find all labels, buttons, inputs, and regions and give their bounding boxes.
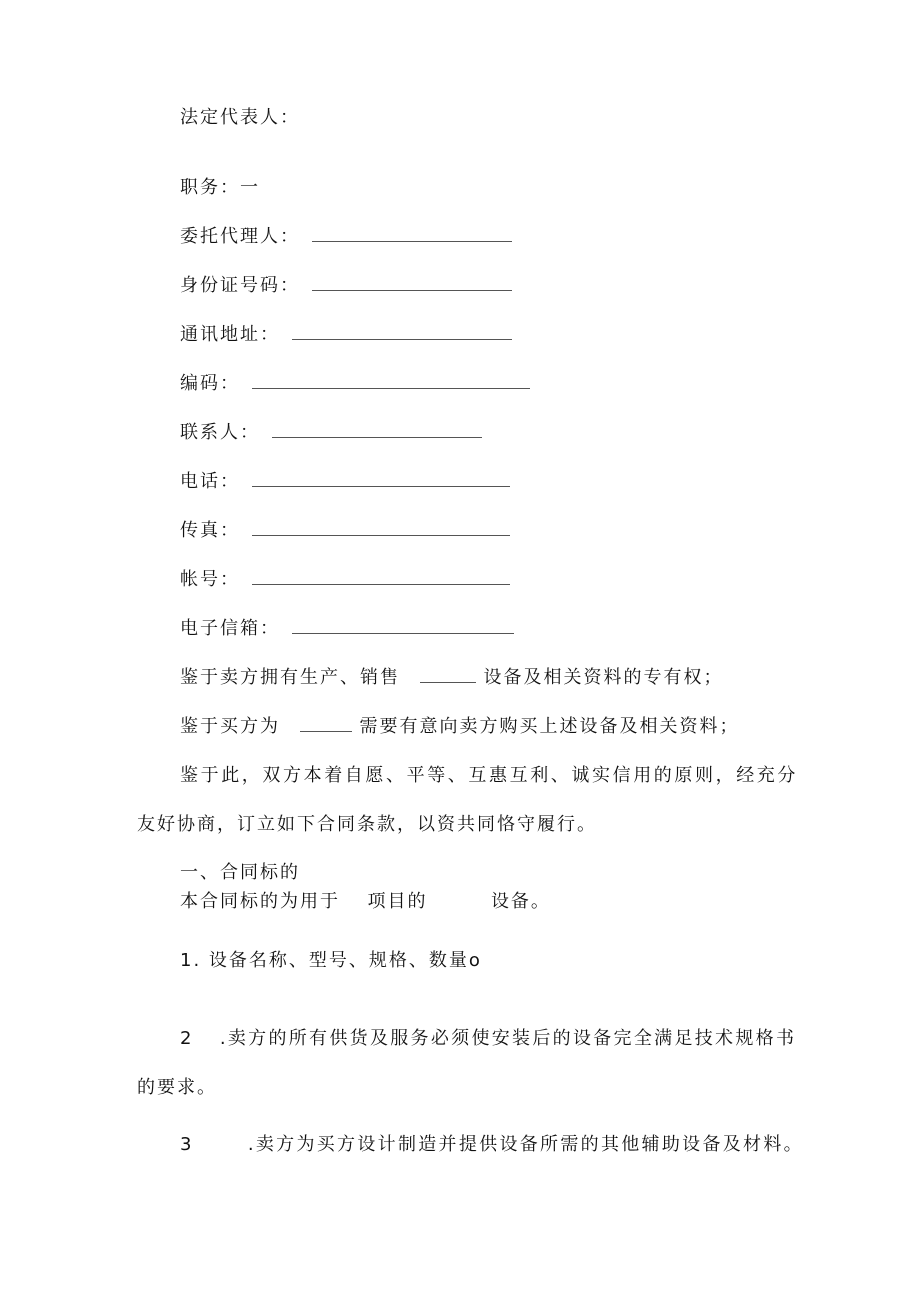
therefore-text-2: 友好协商，订立如下合同条款，以资共同恪守履行。 [137, 814, 597, 835]
subject-text-c: 设备。 [490, 891, 551, 912]
agent-blank[interactable] [312, 240, 512, 242]
email-line [180, 614, 514, 640]
item3-number: 3 [180, 1134, 194, 1155]
item2-cont-text: 的要求。 [137, 1077, 217, 1098]
fax-label: 传真： [180, 520, 240, 541]
account-label: 帐号： [180, 569, 240, 590]
address-blank[interactable] [292, 338, 512, 340]
whereas-seller-line [180, 663, 723, 689]
postcode-line [180, 369, 530, 395]
agent-label: 委托代理人： [180, 226, 300, 247]
whereas-seller-text-a: 鉴于卖方拥有生产、销售 [180, 667, 400, 688]
whereas-buyer-line [180, 712, 739, 738]
phone-label: 电话： [180, 471, 240, 492]
item3-text: .卖方为买方设计制造并提供设备所需的其他辅助设备及材料。 [247, 1134, 804, 1155]
whereas-seller-text-b: 设备及相关资料的专有权； [483, 667, 724, 688]
legal-rep-line [180, 103, 300, 129]
whereas-buyer-text-b: 需要有意向卖方购买上述设备及相关资料； [359, 716, 740, 737]
item3-line [180, 1130, 804, 1156]
fax-blank[interactable] [252, 534, 510, 536]
subject-text-b: 项目的 [367, 891, 428, 912]
postcode-blank[interactable] [252, 387, 530, 389]
item2-line [180, 1024, 796, 1050]
address-label: 通讯地址： [180, 324, 280, 345]
item2-text: .卖方的所有供货及服务必须使安装后的设备完全满足技术规格书 [219, 1028, 797, 1049]
position-line [180, 173, 260, 199]
postcode-label: 编码： [180, 373, 240, 394]
id-number-blank[interactable] [312, 289, 512, 291]
buyer-name-blank[interactable] [300, 730, 352, 732]
contact-label: 联系人： [180, 422, 260, 443]
subject-text-a: 本合同标的为用于 [180, 891, 340, 912]
agent-line [180, 222, 512, 248]
position-label: 职务：一 [180, 177, 260, 198]
item1-text: 1. 设备名称、型号、规格、数量o [180, 950, 482, 971]
fax-line [180, 516, 510, 542]
item1-line [180, 946, 482, 972]
legal-rep-label: 法定代表人： [180, 107, 300, 128]
email-label: 电子信箱： [180, 618, 280, 639]
id-number-line [180, 271, 512, 297]
subject-line [180, 887, 551, 913]
phone-line [180, 467, 510, 493]
phone-blank[interactable] [252, 485, 510, 487]
id-number-label: 身份证号码： [180, 275, 300, 296]
contact-line [180, 418, 482, 444]
therefore-text-1: 鉴于此，双方本着自愿、平等、互惠互利、诚实信用的原则，经充分 [180, 765, 798, 786]
therefore-line-1 [180, 761, 798, 787]
address-line [180, 320, 512, 346]
account-line [180, 565, 510, 591]
seller-product-blank[interactable] [420, 681, 476, 683]
email-blank[interactable] [292, 632, 514, 634]
therefore-line-2 [137, 810, 597, 836]
whereas-buyer-text-a: 鉴于买方为 [180, 716, 280, 737]
section1-heading [180, 858, 300, 884]
item2-number: 2 [180, 1028, 194, 1049]
account-blank[interactable] [252, 583, 510, 585]
item2-cont-line [137, 1073, 217, 1099]
section1-heading-text: 一、合同标的 [180, 862, 300, 883]
contact-blank[interactable] [272, 436, 482, 438]
